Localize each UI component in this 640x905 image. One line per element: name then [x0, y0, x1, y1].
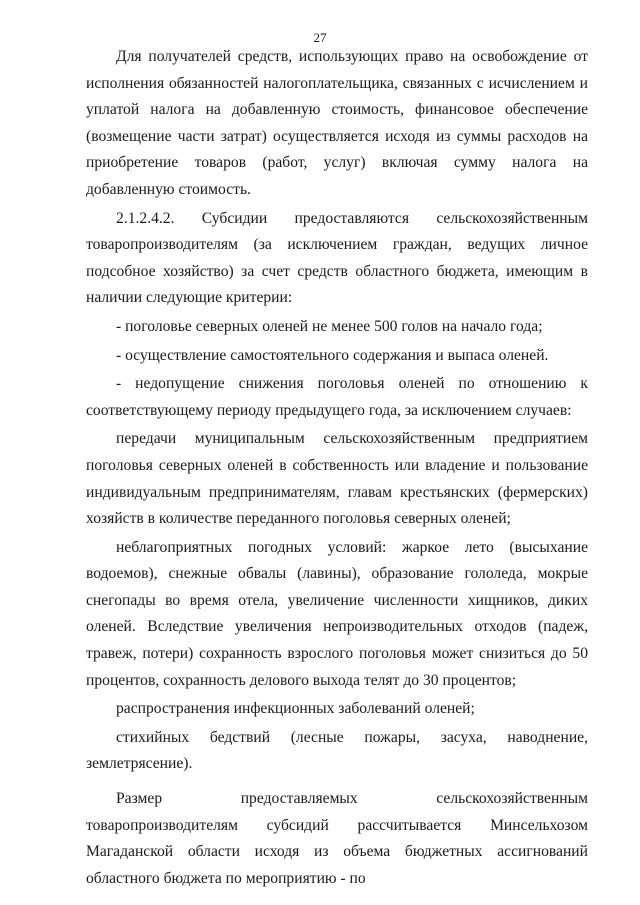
paragraph-subsidy-size: Размер предоставляемых сельскохозяйственным товаропроизводителям субсидий рассчитывается Минсельхозом Магаданской области исходя из объема бюджетных ассигнований областного бюджета по мероприятию - по [86, 790, 588, 887]
page-number: 27 [313, 30, 327, 45]
exception-weather: неблагоприятных погодных условий: жаркое лето (высыхание водоемов), снежные обвалы (лавины), образование гололеда, мокрые снегопады во время отела, увеличение численности хищников, диких оленей. Вследствие увеличения непроизводительных отходов (падеж, травеж, потери) сохранность взрослого поголовья может снизиться до 50 процентов, сохранность делового выхода телят до 30 процентов; [86, 538, 588, 689]
list-item-independent-grazing: - осуществление самостоятельного содержания и выпаса оленей. [116, 346, 549, 364]
list-item-no-decline: - недопущение снижения поголовья оленей по отношению к соответствующему периоду предыдущего года, за исключением случаев: [86, 375, 588, 419]
exception-infection: распространения инфекционных заболеваний оленей; [116, 700, 475, 718]
exception-transfer: передачи муниципальным сельскохозяйственным предприятием поголовья северных оленей в собственность или владение и пользование индивидуальным предпринимателям, главам крестьянских (фермерских) хозяйств в количестве переданного поголовья северных оленей; [86, 430, 588, 528]
document-body [86, 44, 588, 892]
exception-disasters: стихийных бедствий (лесные пожары, засуха, наводнение, землетрясение). [86, 728, 588, 773]
paragraph-vat-exemption: Для получателей средств, использующих право на освобождение от исполнения обязанностей налогоплательщика, связанных с исчислением и уплатой налога на добавленную стоимость, финансовое обеспечение (возмещение части затрат) осуществляется исходя из суммы расходов на приобретение товаров (работ, услуг) включая сумму налога на добавленную стоимость. [86, 48, 588, 198]
paragraph-clause-2-1-2-4-2: 2.1.2.4.2. Субсидии предоставляются сельскохозяйственным товаропроизводителям (за исключением граждан, ведущих личное подсобное хозяйство) за счет средств областного бюджета, имеющим в наличии следующие критерии: [86, 209, 588, 307]
list-item-deer-population: - поголовье северных оленей не менее 500 голов на начало года; [116, 317, 543, 335]
